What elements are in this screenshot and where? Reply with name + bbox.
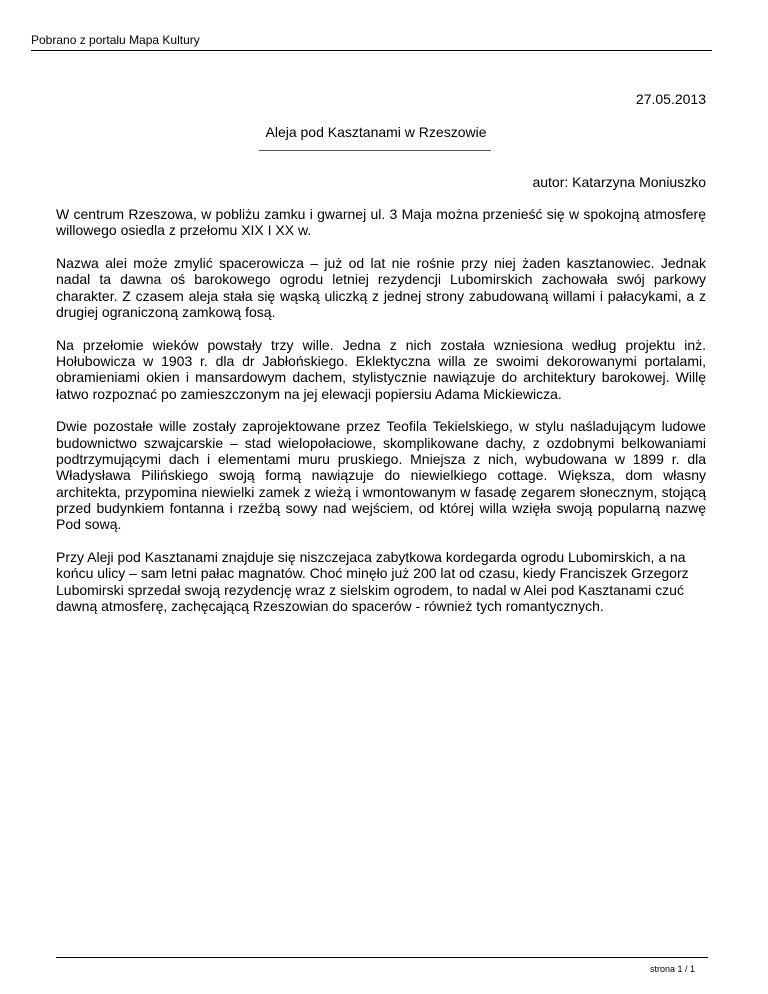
document-author: autor: Katarzyna Moniuszko bbox=[532, 174, 706, 190]
header-source: Pobrano z portalu Mapa Kultury bbox=[31, 33, 200, 47]
paragraph-2: Nazwa alei może zmylić spacerowicza – już od lat nie rośnie przy niej żaden kasztanowiec. Jednak nadal ta dawna oś barokowego ogrodu letniej rezydencji Lubomirskich zachowała swój parkowy charakter. Z czasem aleja stała się wąską uliczką z jednej strony zabudowaną willami i pałacykami, a z drugiej ograniczoną zamkową fosą. bbox=[56, 255, 706, 320]
paragraph-5: Przy Aleji pod Kasztanami znajduje się niszczejaca zabytkowa kordegarda ogrodu Lubomirskich, a na końcu ulicy – sam letni pałac magnatów. Choć minęło już 200 lat od czasu, kiedy Franciszek Grzegorz Lubomirski sprzedał swoją rezydencję wraz z sielskim ogrodem, to nadal w Alei pod Kasztanami czuć dawną atmosferę, zachęcającą Rzeszowian do spacerów - również tych romantycznych. bbox=[56, 549, 689, 614]
document-date: 27.05.2013 bbox=[635, 91, 706, 107]
footer-divider bbox=[56, 957, 708, 958]
document-title: Aleja pod Kasztanami w Rzeszowie bbox=[265, 124, 487, 140]
paragraph-1: W centrum Rzeszowa, w pobliżu zamku i gwarnej ul. 3 Maja można przenieść się w spokojną atmosferę willowego osiedla z przełomu XIX I XX w. bbox=[56, 206, 706, 239]
header-divider bbox=[31, 50, 712, 51]
paragraph-3: Na przełomie wieków powstały trzy wille. Jedna z nich została wzniesiona według projektu inż. Hołubowicza w 1903 r. dla dr Jabłońskiego. Eklektyczna willa ze swoimi dekorowanymi portalami, obramieniami okien i mansardowym dachem, stylistycznie nawiązuje do architektury barokowej. Willę łatwo rozpoznać po zamieszczonym na jej elewacji popiersiu Adama Mickiewicza. bbox=[56, 336, 706, 402]
paragraph-4: Dwie pozostałe wille zostały zaprojektowane przez Teofila Tekielskiego, w stylu naśladującym ludowe budownictwo szwajcarskie – stad wielopołaciowe, skomplikowane dachy, z ozdobnymi belkowaniami podtrzymującymi dach i elementami muru pruskiego. Mniejsza z nich, wybudowana w 1899 r. dla Władysława Pilińskiego swoją formą nawiązuje do niewielkiego cottage. Większa, dom własny architekta, przypomina niewielki zamek z wieżą i wmontowanym w fasadę zegarem słonecznym, stojącą przed budynkiem fontanna i rzeźbą sowy nad wejściem, od której willa wzięła swoją popularną nazwę Pod sową. bbox=[56, 418, 706, 533]
page-number: strona 1 / 1 bbox=[649, 964, 695, 974]
article-body bbox=[56, 206, 706, 631]
title-underline bbox=[259, 150, 491, 151]
